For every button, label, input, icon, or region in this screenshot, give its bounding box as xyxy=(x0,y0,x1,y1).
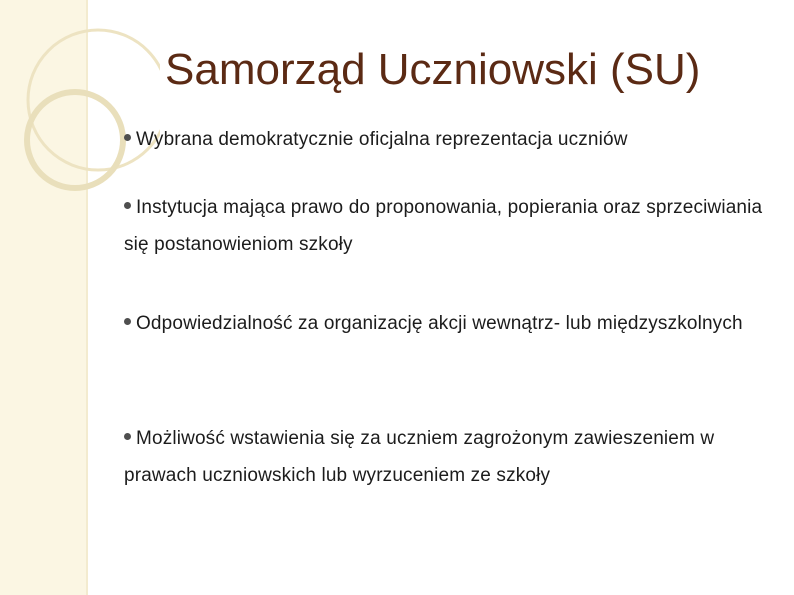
bullet-item-3 xyxy=(124,306,774,343)
bullet-dot-icon xyxy=(124,318,131,325)
bullet-dot-icon xyxy=(124,433,131,440)
bullet-text: Odpowiedzialność za organizację akcji wewnątrz- lub międzyszkolnych xyxy=(136,313,743,334)
bullet-dot-icon xyxy=(124,202,131,209)
bullet-item-2 xyxy=(124,190,774,263)
bullet-item-4 xyxy=(124,421,774,494)
bullet-text: Instytucja mająca prawo do proponowania, popierania oraz sprzeciwiania się postanowieniom szkoły xyxy=(124,197,763,255)
slide-title: Samorząd Uczniowski (SU) xyxy=(165,45,701,94)
bullet-text: Możliwość wstawienia się za uczniem zagrożonym zawieszeniem w prawach uczniowskich lub wyrzuceniem ze szkoły xyxy=(124,428,715,486)
bullet-text: Wybrana demokratycznie oficjalna reprezentacja uczniów xyxy=(136,129,628,150)
bullet-item-1 xyxy=(124,122,774,159)
bullet-dot-icon xyxy=(124,134,131,141)
